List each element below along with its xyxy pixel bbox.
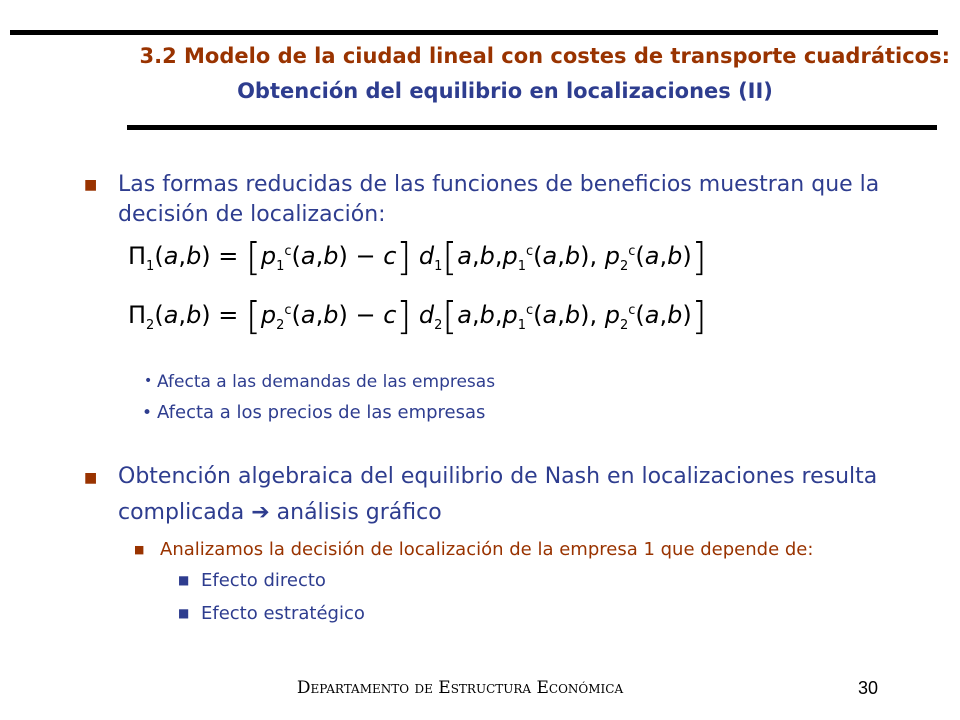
top-rule — [10, 30, 938, 35]
dot-bullet-icon: • — [144, 373, 153, 389]
effect-prices: Afecta a los precios de las empresas — [157, 402, 486, 423]
effect-demands: Afecta a las demandas de las empresas — [157, 372, 496, 392]
effect-direct: Efecto directo — [201, 570, 326, 591]
page-number: 30 — [858, 678, 879, 698]
dot-bullet-icon: • — [142, 403, 153, 423]
profit-equation-1: $\Pi_1(a,b) = [p_1^c(a,b) - c]$ $d_1[a,b,p_1^c(a,b)$, $p_2^c(a,b)$] — [128, 235, 707, 279]
square-bullet-icon: ■ — [134, 543, 145, 556]
slide-subtitle: Obtención del equilibrio en localizaciones (II) — [237, 79, 773, 103]
bullet2-analisis: análisis gráfico — [276, 500, 442, 525]
bullet2-complicada: complicada — [118, 500, 245, 525]
effect-strategic: Efecto estratégico — [201, 603, 365, 624]
square-bullet-icon: ■ — [84, 470, 98, 486]
footer-department: Departamento de Estructura Económica — [296, 678, 624, 698]
right-arrow-icon: ➔ — [251, 500, 270, 525]
bullet2-line-2 — [118, 498, 442, 528]
square-bullet-icon: ■ — [84, 177, 98, 193]
square-bullet-icon: ■ — [178, 573, 190, 587]
sub-bullet-text: Analizamos la decisión de localización de la empresa 1 que depende de: — [160, 539, 814, 560]
title-underline — [127, 125, 937, 130]
bullet-line-1: Las formas reducidas de las funciones de beneficios muestran que la — [118, 172, 880, 197]
bullet2-line-1: Obtención algebraica del equilibrio de Nash en localizaciones resulta — [118, 464, 878, 489]
square-bullet-icon: ■ — [178, 606, 190, 620]
profit-equation-2: $\Pi_2(a,b) = [p_2^c(a,b) - c]$ $d_2[a,b,p_1^c(a,b)$, $p_2^c(a,b)$] — [128, 294, 707, 338]
slide-title: 3.2 Modelo de la ciudad lineal con costes de transporte cuadráticos: — [139, 44, 950, 68]
bullet-line-2: decisión de localización: — [118, 202, 386, 227]
